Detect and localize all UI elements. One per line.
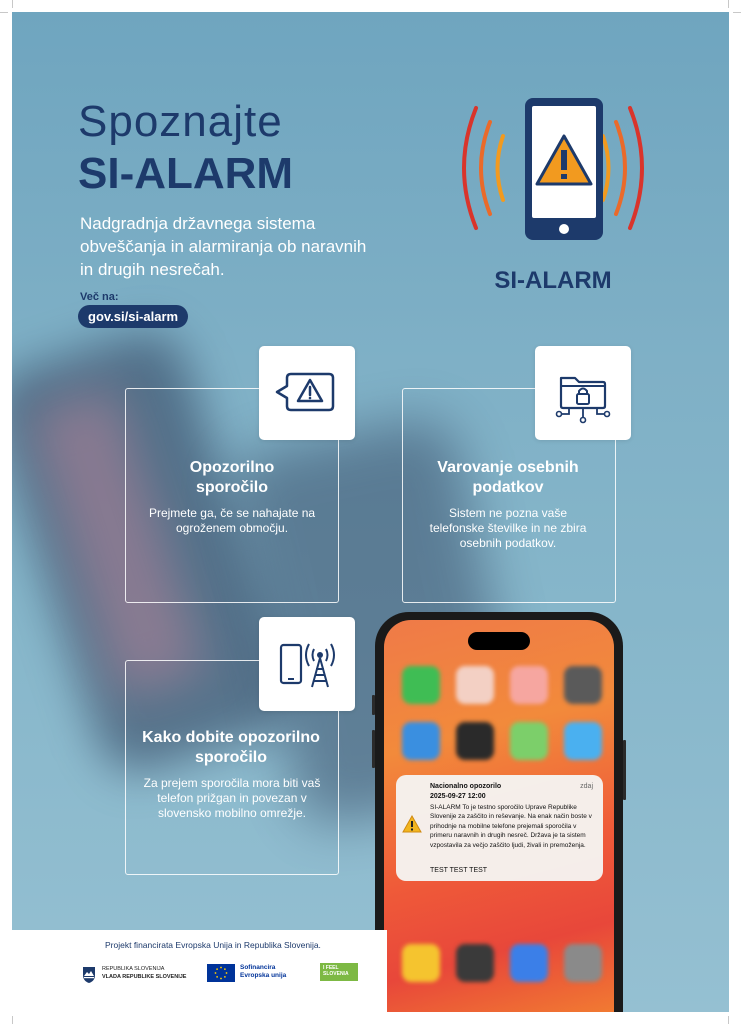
app-icon: [564, 666, 602, 704]
eu-logo-text: [240, 964, 286, 980]
alert-notification[interactable]: [396, 775, 603, 881]
gov-line-1: REPUBLIKA SLOVENIJA: [102, 966, 165, 972]
card-title: Varovanje osebnih podatkov: [437, 459, 579, 496]
notification-footer: TEST TEST TEST: [430, 867, 488, 874]
notification-body: SI-ALARM To je testno sporočilo Uprave Republike Slovenije za zaščito in reševanje. Na enak način boste v prihodnje na mobilne telefone prejemali sporočila v primeru naravnih in drugih nesreč. Država je ta sistem vzpostavila za večjo zaščito ljudi, živali in premoženja.: [430, 804, 592, 849]
notification-time: zdaj: [580, 783, 593, 790]
subtitle: Nadgradnja državnega sistema obveščanja in alarmiranja ob naravnih in drugih nesrečah.: [80, 214, 367, 279]
page-title: [78, 96, 293, 200]
app-icon: [402, 666, 440, 704]
app-icon: [564, 944, 602, 982]
card-title: Kako dobite opozorilno sporočilo: [142, 729, 320, 766]
crop-mark: [733, 12, 741, 13]
phone-mockup: [375, 612, 623, 1012]
card-text: Prejmete ga, če se nahajate na ogroženem območju.: [148, 506, 316, 535]
government-logo-text: [102, 966, 186, 981]
eu-flag-icon: [207, 964, 235, 982]
app-icon: [510, 944, 548, 982]
card-icon-tile: [259, 346, 355, 440]
card-title: Opozorilno sporočilo: [189, 459, 275, 496]
notification-date: 2025-09-27 12:00: [430, 793, 486, 800]
feel-line-2: SLOVENIA: [323, 971, 349, 977]
si-alarm-logo: [448, 94, 658, 294]
app-icon: [510, 722, 548, 760]
coat-of-arms-icon: [82, 966, 96, 984]
phone-warning-icon: [448, 94, 658, 264]
app-icon: [456, 944, 494, 982]
card-icon-tile: [259, 617, 355, 711]
i-feel-slovenia-logo: [320, 963, 358, 981]
phone-antenna-icon: [259, 617, 355, 711]
app-icon: [402, 944, 440, 982]
card-icon-tile: [535, 346, 631, 440]
logo-text: SI-ALARM: [494, 267, 612, 294]
title-line-2: SI-ALARM: [78, 149, 294, 198]
gov-line-2: VLADA REPUBLIKE SLOVENIJE: [102, 973, 187, 980]
app-icon: [510, 666, 548, 704]
crop-mark: [728, 1016, 729, 1024]
notification-title: Nacionalno opozorilo: [430, 783, 502, 790]
crop-mark: [12, 1016, 13, 1024]
card-text: Sistem ne pozna vaše telefonske številke in ne zbira osebnih podatkov.: [429, 506, 587, 550]
app-icon: [564, 722, 602, 760]
crop-mark: [728, 0, 729, 8]
eu-line-1: Sofinancira: [240, 964, 276, 971]
phone-side-button: [623, 740, 626, 800]
footer: [12, 930, 387, 1012]
app-icon: [456, 722, 494, 760]
website-link[interactable]: gov.si/si-alarm: [78, 305, 188, 328]
title-line-1: Spoznajte: [78, 97, 283, 146]
eu-line-2: Evropska unija: [240, 972, 287, 979]
crop-mark: [12, 0, 13, 8]
chat-warning-icon: [259, 346, 355, 440]
app-icon: [456, 666, 494, 704]
folder-lock-icon: [535, 346, 631, 440]
dynamic-island: [468, 632, 530, 650]
app-icon: [402, 722, 440, 760]
more-label: Več na:: [80, 291, 119, 303]
phone-screen: [384, 620, 614, 1012]
warning-icon: [402, 815, 422, 833]
funding-note: Projekt financirata Evropska Unija in Republika Slovenija.: [105, 940, 321, 950]
feel-line-1: I FEEL: [323, 965, 339, 971]
card-text: Za prejem sporočila mora biti vaš telefon prižgan in povezan v slovensko mobilno omrežje.: [143, 776, 321, 820]
crop-mark: [0, 12, 8, 13]
